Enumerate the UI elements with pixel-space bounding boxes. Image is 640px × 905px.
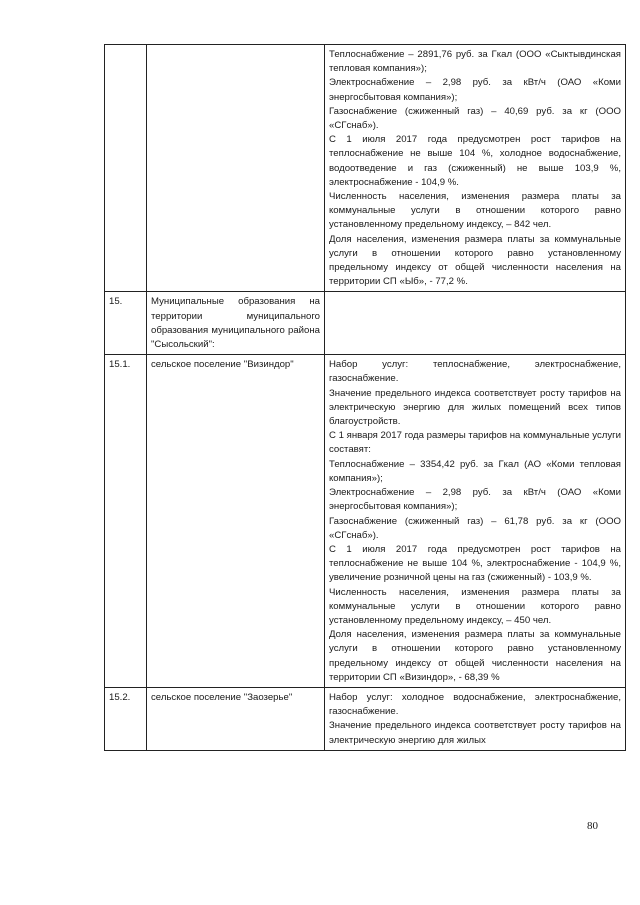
tariff-info bbox=[325, 45, 626, 292]
tariff-info bbox=[325, 687, 626, 750]
info-paragraph: Электроснабжение – 2,98 руб. за кВт/ч (ОАО «Коми энергосбытовая компания»); bbox=[329, 77, 621, 103]
row-number: 15. bbox=[105, 292, 147, 355]
municipality-name bbox=[147, 355, 325, 688]
row-number bbox=[105, 45, 147, 292]
tariff-table bbox=[104, 44, 626, 751]
municipality-name bbox=[147, 45, 325, 292]
info-paragraph: С 1 июля 2017 года предусмотрен рост тарифов на теплоснабжение не выше 104 %, электроснабжение - 104,9 %, увеличение розничной цены на газ (сжиженный) - 103,9 %. bbox=[329, 543, 621, 584]
info-paragraph: Теплоснабжение – 2891,76 руб. за Гкал (ООО «Сыктывдинская тепловая компания»); bbox=[329, 49, 621, 75]
row-number: 15.2. bbox=[105, 687, 147, 750]
info-paragraph: Значение предельного индекса соответствует росту тарифов на электрическую энергию для жилых помещений всех типов благоустройств. bbox=[329, 387, 621, 428]
table-row bbox=[105, 292, 626, 355]
table-row bbox=[105, 687, 626, 750]
info-paragraph: Доля населения, изменения размера платы за коммунальные услуги в отношении которого равно установленному предельному индексу от общей численности населения на территории СП «Ыб», - 77,2 %. bbox=[329, 233, 621, 288]
municipality-name-text: сельское поселение "Заозерье" bbox=[151, 691, 293, 703]
info-paragraph: Значение предельного индекса соответствует росту тарифов на электрическую энергию для жилых bbox=[329, 720, 621, 746]
tariff-info bbox=[325, 292, 626, 355]
municipality-name bbox=[147, 292, 325, 355]
table-row bbox=[105, 355, 626, 688]
info-paragraph: Набор услуг: холодное водоснабжение, электроснабжение, газоснабжение. bbox=[329, 691, 621, 718]
tariff-info bbox=[325, 355, 626, 688]
info-paragraph: Доля населения, изменения размера платы за коммунальные услуги в отношении которого равно установленному предельному индексу от общей численности населения на территории СП «Визиндор», - 68,39 % bbox=[329, 629, 621, 683]
info-paragraph: Численность населения, изменения размера платы за коммунальные услуги в отношении которого равно установленному предельному индексу, – 450 чел. bbox=[329, 586, 621, 626]
page-number: 80 bbox=[587, 820, 598, 832]
info-paragraph: С 1 января 2017 года размеры тарифов на коммунальные услуги составят: bbox=[329, 430, 621, 456]
municipality-name-text: Муниципальные образования на территории муниципального образования муниципального района "Сысольский": bbox=[151, 296, 320, 351]
info-paragraph: Газоснабжение (сжиженный газ) – 40,69 руб. за кг (ООО «СГснаб»). bbox=[329, 105, 621, 132]
info-paragraph: Набор услуг: теплоснабжение, электроснабжение, газоснабжение. bbox=[329, 359, 621, 385]
info-paragraph: С 1 июля 2017 года предусмотрен рост тарифов на теплоснабжение не выше 104 %, холодное водоснабжение, водоотведение и газ (сжиженный) не выше 103,9 %, электроснабжение - 104,9 %. bbox=[329, 134, 621, 188]
table-body bbox=[105, 45, 626, 751]
info-paragraph: Теплоснабжение – 3354,42 руб. за Гкал (АО «Коми тепловая компания»); bbox=[329, 458, 621, 484]
info-paragraph: Численность населения, изменения размера платы за коммунальные услуги в отношении которого равно установленному предельному индексу, – 842 чел. bbox=[329, 191, 621, 231]
info-paragraph: Газоснабжение (сжиженный газ) – 61,78 руб. за кг (ООО «СГснаб»). bbox=[329, 515, 621, 541]
municipality-name bbox=[147, 687, 325, 750]
info-paragraph: Электроснабжение – 2,98 руб. за кВт/ч (ОАО «Коми энергосбытовая компания»); bbox=[329, 487, 621, 513]
table-row bbox=[105, 45, 626, 292]
row-number: 15.1. bbox=[105, 355, 147, 688]
municipality-name-text: сельское поселение "Визиндор" bbox=[151, 359, 294, 371]
